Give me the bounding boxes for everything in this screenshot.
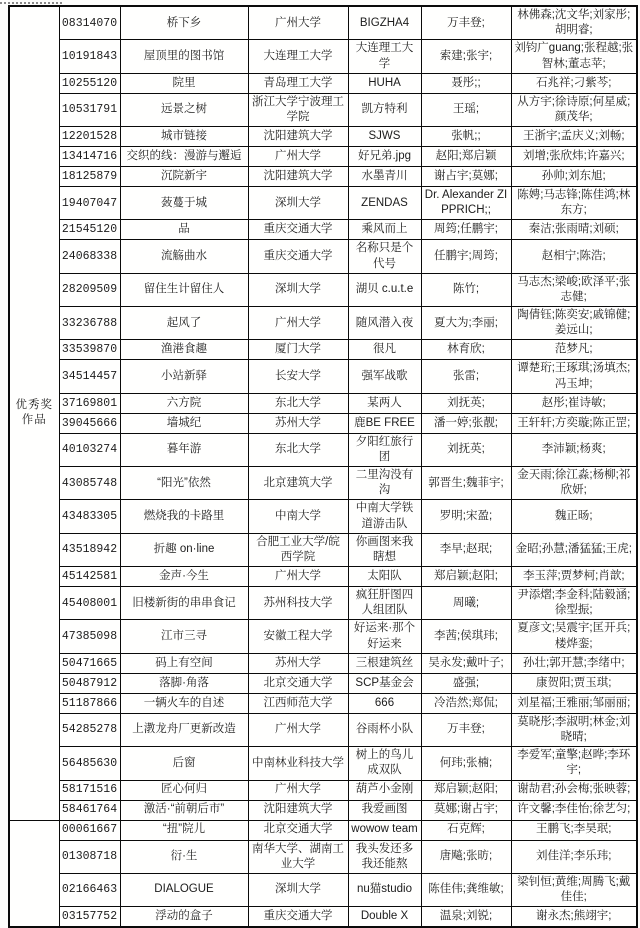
entry-advisor-cell: 唐飚;张昉;	[421, 840, 511, 873]
entry-id-cell: 34514457	[59, 360, 120, 393]
entry-advisor-cell: 王瑶;	[421, 93, 511, 126]
entry-members-cell: 秦洁;张雨晴;刘硕;	[511, 220, 637, 240]
entry-team-cell: 666	[348, 693, 421, 713]
entry-title-cell: 品	[120, 220, 248, 240]
entry-members-cell: 尹添熠;李金科;陆毅涵;徐型振;	[511, 587, 637, 620]
entry-school-cell: 深圳大学	[248, 273, 348, 306]
entry-school-cell: 浙江大学宁波理工学院	[248, 93, 348, 126]
entry-advisor-cell: 任鹏宇;周筠;	[421, 240, 511, 273]
entry-members-cell: 莫晓彤;李淑明;林金;刘晓晴;	[511, 713, 637, 746]
table-row	[9, 93, 637, 126]
table-row	[9, 307, 637, 340]
entry-advisor-cell: 潘一婷;张靓;	[421, 413, 511, 433]
entry-team-cell: 树上的鸟儿成双队	[348, 747, 421, 780]
entry-members-cell: 王浙宇;孟庆义;刘畅;	[511, 127, 637, 147]
entry-title-cell: DIALOGUE	[120, 873, 248, 906]
entry-team-cell: 随风潜入夜	[348, 307, 421, 340]
entry-id-cell: 58461764	[59, 800, 120, 820]
entry-team-cell: nu猫studio	[348, 873, 421, 906]
table-row	[9, 167, 637, 187]
entry-title-cell: “阳光”依然	[120, 467, 248, 500]
entry-team-cell: 名称只是个代号	[348, 240, 421, 273]
entry-title-cell: 桥下乡	[120, 6, 248, 40]
entry-advisor-cell: 刘抚英;	[421, 433, 511, 466]
entry-advisor-cell: 李茜;侯琪玮;	[421, 620, 511, 653]
entry-id-cell: 47385098	[59, 620, 120, 653]
entry-advisor-cell: 万丰登;	[421, 6, 511, 40]
entry-members-cell: 王鹏飞;李昊珉;	[511, 820, 637, 840]
entry-members-cell: 陈娉;马志锋;陈佳鸿;林东方;	[511, 187, 637, 220]
entry-team-cell: 我爱画图	[348, 800, 421, 820]
entry-advisor-cell: 陈佳伟;龚维敏;	[421, 873, 511, 906]
entry-id-cell: 56485630	[59, 747, 120, 780]
entry-team-cell: 好运来·那个好运来	[348, 620, 421, 653]
entry-school-cell: 广州大学	[248, 147, 348, 167]
entry-school-cell: 东北大学	[248, 433, 348, 466]
entry-title-cell: 小站新驿	[120, 360, 248, 393]
entry-school-cell: 苏州科技大学	[248, 587, 348, 620]
entry-id-cell: 33539870	[59, 340, 120, 360]
table-row	[9, 533, 637, 566]
entry-school-cell: 沈阳建筑大学	[248, 127, 348, 147]
entry-members-cell: 谢劼君;孙会梅;张映蓉;	[511, 780, 637, 800]
entry-title-cell: 蔹蔓于城	[120, 187, 248, 220]
entry-id-cell: 58171516	[59, 780, 120, 800]
entry-members-cell: 金昭;孙慧;潘猛猛;王虎;	[511, 533, 637, 566]
entry-members-cell: 孙帅;刘东旭;	[511, 167, 637, 187]
entry-title-cell: 燃烧我的卡路里	[120, 500, 248, 533]
entry-id-cell: 39045666	[59, 413, 120, 433]
entry-advisor-cell: 林育欣;	[421, 340, 511, 360]
entry-title-cell: 匠心何归	[120, 780, 248, 800]
entry-title-cell: 激活·“前朝后市”	[120, 800, 248, 820]
entry-members-cell: 从方宇;徐诗原;何星威;颜茂华;	[511, 93, 637, 126]
entry-school-cell: 沈阳建筑大学	[248, 167, 348, 187]
entry-id-cell: 08314070	[59, 6, 120, 40]
entry-id-cell: 19407047	[59, 187, 120, 220]
section-label	[9, 820, 59, 927]
entry-advisor-cell: 何玮;张楠;	[421, 747, 511, 780]
entry-school-cell: 江西师范大学	[248, 693, 348, 713]
entry-title-cell: 暮年游	[120, 433, 248, 466]
entry-advisor-cell: 吴永发;戴叶子;	[421, 653, 511, 673]
entry-advisor-cell: 冷浩然;郑侃;	[421, 693, 511, 713]
entry-members-cell: 刘佳洋;李乐玮;	[511, 840, 637, 873]
entry-members-cell: 金天雨;徐江淼;杨柳;祁欣妍;	[511, 467, 637, 500]
entry-members-cell: 林佛森;沈文华;刘家彤;胡明睿;	[511, 6, 637, 40]
table-row	[9, 147, 637, 167]
page-tear-dotted-line	[0, 2, 62, 4]
table-row	[9, 907, 637, 927]
entry-team-cell: 凯方特利	[348, 93, 421, 126]
entry-team-cell: ZENDAS	[348, 187, 421, 220]
entry-school-cell: 安徽工程大学	[248, 620, 348, 653]
entry-id-cell: 45142581	[59, 567, 120, 587]
entry-members-cell: 赵相宁;陈浩;	[511, 240, 637, 273]
entry-school-cell: 广州大学	[248, 713, 348, 746]
entry-school-cell: 广州大学	[248, 567, 348, 587]
table-row	[9, 747, 637, 780]
entry-advisor-cell: 赵阳;郑启颖	[421, 147, 511, 167]
entry-team-cell: 某两人	[348, 393, 421, 413]
entry-team-cell: SJWS	[348, 127, 421, 147]
table-row	[9, 693, 637, 713]
entry-school-cell: 北京建筑大学	[248, 467, 348, 500]
entry-title-cell: 城市链接	[120, 127, 248, 147]
entry-advisor-cell: 李早;赵珉;	[421, 533, 511, 566]
entry-title-cell: “扭”院儿	[120, 820, 248, 840]
table-row	[9, 273, 637, 306]
entry-members-cell: 夏彦文;吴震宇;匡开兵;楼烨銮;	[511, 620, 637, 653]
entry-school-cell: 沈阳建筑大学	[248, 800, 348, 820]
award-entries-table	[8, 5, 638, 928]
entry-school-cell: 广州大学	[248, 780, 348, 800]
entry-title-cell: 旧楼新街的串串食记	[120, 587, 248, 620]
entry-id-cell: 24068338	[59, 240, 120, 273]
entry-members-cell: 李爱军;童擎;赵晔;李环宇;	[511, 747, 637, 780]
entry-id-cell: 02166463	[59, 873, 120, 906]
entry-id-cell: 03157752	[59, 907, 120, 927]
table-row	[9, 800, 637, 820]
entry-id-cell: 13414716	[59, 147, 120, 167]
entry-id-cell: 43483305	[59, 500, 120, 533]
entry-members-cell: 李沛颖;杨爽;	[511, 433, 637, 466]
entry-school-cell: 北京交通大学	[248, 820, 348, 840]
table-row	[9, 500, 637, 533]
entry-id-cell: 50471665	[59, 653, 120, 673]
table-row	[9, 220, 637, 240]
entry-id-cell: 33236788	[59, 307, 120, 340]
entry-advisor-cell: 谢占宇;莫娜;	[421, 167, 511, 187]
entry-id-cell: 01308718	[59, 840, 120, 873]
entry-school-cell: 南华大学、湖南工业大学	[248, 840, 348, 873]
entry-team-cell: Double X	[348, 907, 421, 927]
table-row	[9, 587, 637, 620]
table-row	[9, 6, 637, 40]
entry-advisor-cell: 莫娜;谢占宇;	[421, 800, 511, 820]
entry-members-cell: 刘增;张欣炜;许嘉兴;	[511, 147, 637, 167]
entry-title-cell: 起风了	[120, 307, 248, 340]
entry-school-cell: 合肥工业大学/皖西学院	[248, 533, 348, 566]
entry-members-cell: 刘钧广guang;张程越;张智林;董志苹;	[511, 40, 637, 73]
entry-school-cell: 中南林业科技大学	[248, 747, 348, 780]
entry-id-cell: 10255120	[59, 73, 120, 93]
entry-advisor-cell: 周筠;任鹏宇;	[421, 220, 511, 240]
entry-team-cell: 很凡	[348, 340, 421, 360]
entry-team-cell: 你画图来我瞎想	[348, 533, 421, 566]
table-row	[9, 820, 637, 840]
entry-advisor-cell: 夏大为;李丽;	[421, 307, 511, 340]
entry-title-cell: 折趣 on·line	[120, 533, 248, 566]
entry-team-cell: 夕阳红旅行团	[348, 433, 421, 466]
entry-members-cell: 范梦凡;	[511, 340, 637, 360]
entry-team-cell: 太阳队	[348, 567, 421, 587]
entry-title-cell: 落脚·角落	[120, 673, 248, 693]
table-row	[9, 653, 637, 673]
table-row	[9, 413, 637, 433]
entry-members-cell: 谭楚珩;王琢琪;汤填杰;冯玉坤;	[511, 360, 637, 393]
entry-id-cell: 54285278	[59, 713, 120, 746]
entry-id-cell: 28209509	[59, 273, 120, 306]
entry-title-cell: 交织的线：漫游与邂逅	[120, 147, 248, 167]
entry-advisor-cell: 石克辉;	[421, 820, 511, 840]
entry-members-cell: 许文馨;李佳怡;徐艺匀;	[511, 800, 637, 820]
entry-team-cell: BIGZHA4	[348, 6, 421, 40]
entry-school-cell: 重庆交通大学	[248, 240, 348, 273]
entry-advisor-cell: 郑启颖;赵阳;	[421, 780, 511, 800]
entry-id-cell: 37169801	[59, 393, 120, 413]
entry-members-cell: 孙壮;郭开慧;李绪中;	[511, 653, 637, 673]
entry-title-cell: 渔港食趣	[120, 340, 248, 360]
entry-id-cell: 40103274	[59, 433, 120, 466]
table-row	[9, 240, 637, 273]
entry-school-cell: 重庆交通大学	[248, 907, 348, 927]
entry-id-cell: 18125879	[59, 167, 120, 187]
entry-id-cell: 43085748	[59, 467, 120, 500]
entry-title-cell: 浮动的盒子	[120, 907, 248, 927]
entry-title-cell: 码上有空间	[120, 653, 248, 673]
entry-team-cell: 三根建筑丝	[348, 653, 421, 673]
table-row	[9, 187, 637, 220]
table-row	[9, 840, 637, 873]
entry-team-cell: 湖贝 c.u.t.e	[348, 273, 421, 306]
entry-school-cell: 长安大学	[248, 360, 348, 393]
table-row	[9, 620, 637, 653]
table-row	[9, 73, 637, 93]
entry-title-cell: 后窗	[120, 747, 248, 780]
section-label: 优秀奖作品	[9, 6, 59, 820]
table-row	[9, 127, 637, 147]
entry-advisor-cell: 张雷;	[421, 360, 511, 393]
entry-school-cell: 广州大学	[248, 307, 348, 340]
entry-members-cell: 魏正旸;	[511, 500, 637, 533]
entry-title-cell: 流觞曲水	[120, 240, 248, 273]
entries-table-body	[9, 6, 637, 927]
entry-team-cell: 谷雨杯小队	[348, 713, 421, 746]
table-row	[9, 360, 637, 393]
entry-team-cell: wowow team	[348, 820, 421, 840]
entry-team-cell: 大连理工大学	[348, 40, 421, 73]
entry-title-cell: 六方院	[120, 393, 248, 413]
entry-members-cell: 康贺阳;贾玉琪;	[511, 673, 637, 693]
entry-advisor-cell: 盛强;	[421, 673, 511, 693]
entry-school-cell: 北京交通大学	[248, 673, 348, 693]
entry-title-cell: 墙城纪	[120, 413, 248, 433]
entry-title-cell: 院里	[120, 73, 248, 93]
entry-school-cell: 深圳大学	[248, 873, 348, 906]
entry-members-cell: 李玉萍;贾梦柯;肖歆;	[511, 567, 637, 587]
table-row	[9, 340, 637, 360]
entry-id-cell: 10531791	[59, 93, 120, 126]
entry-members-cell: 陶倩钰;陈奕安;戚锦健;姜远山;	[511, 307, 637, 340]
entry-school-cell: 中南大学	[248, 500, 348, 533]
entry-school-cell: 东北大学	[248, 393, 348, 413]
entry-advisor-cell: 温泉;刘锐;	[421, 907, 511, 927]
entry-title-cell: 一辆火车的自述	[120, 693, 248, 713]
entry-members-cell: 赵彤;崔诗敏;	[511, 393, 637, 413]
entry-school-cell: 苏州大学	[248, 653, 348, 673]
entry-school-cell: 深圳大学	[248, 187, 348, 220]
table-row	[9, 393, 637, 413]
entry-title-cell: 衍·生	[120, 840, 248, 873]
entry-advisor-cell: 刘抚英;	[421, 393, 511, 413]
entry-advisor-cell: 张帆;;	[421, 127, 511, 147]
entry-id-cell: 10191843	[59, 40, 120, 73]
entry-title-cell: 沉院新宇	[120, 167, 248, 187]
entry-team-cell: 强军战歌	[348, 360, 421, 393]
entry-team-cell: 鹿BE FREE	[348, 413, 421, 433]
entry-title-cell: 屋顶里的图书馆	[120, 40, 248, 73]
table-row	[9, 433, 637, 466]
entry-team-cell: 二里沟没有沟	[348, 467, 421, 500]
entry-team-cell: 我头发还多我还能熬	[348, 840, 421, 873]
entry-advisor-cell: 罗明;宋盈;	[421, 500, 511, 533]
entry-title-cell: 金声·今生	[120, 567, 248, 587]
entry-title-cell: 江市三寻	[120, 620, 248, 653]
entry-id-cell: 45408001	[59, 587, 120, 620]
entry-title-cell: 上漖龙舟厂更新改造	[120, 713, 248, 746]
entry-advisor-cell: 陈竹;	[421, 273, 511, 306]
entry-team-cell: 中南大学铁道游击队	[348, 500, 421, 533]
entry-advisor-cell: 索建;张宇;	[421, 40, 511, 73]
entry-id-cell: 51187866	[59, 693, 120, 713]
entry-school-cell: 青岛理工大学	[248, 73, 348, 93]
entry-advisor-cell: 聂彤;;	[421, 73, 511, 93]
table-row	[9, 713, 637, 746]
table-row	[9, 780, 637, 800]
entry-school-cell: 重庆交通大学	[248, 220, 348, 240]
entry-team-cell: HUHA	[348, 73, 421, 93]
entry-members-cell: 刘星福;王雅丽;邹丽丽;	[511, 693, 637, 713]
entry-team-cell: 疯狂肝图四人组团队	[348, 587, 421, 620]
table-row	[9, 567, 637, 587]
entry-school-cell: 厦门大学	[248, 340, 348, 360]
entry-school-cell: 大连理工大学	[248, 40, 348, 73]
entry-team-cell: 好兄弟.jpg	[348, 147, 421, 167]
entry-title-cell: 远景之树	[120, 93, 248, 126]
entry-id-cell: 21545120	[59, 220, 120, 240]
entry-team-cell: 乘风而上	[348, 220, 421, 240]
table-row	[9, 40, 637, 73]
entry-members-cell: 梁钊恒;黄维;周腾飞;戴佳佳;	[511, 873, 637, 906]
entry-school-cell: 广州大学	[248, 6, 348, 40]
table-row	[9, 873, 637, 906]
entry-id-cell: 00061667	[59, 820, 120, 840]
entry-id-cell: 50487912	[59, 673, 120, 693]
entry-team-cell: 水墨青川	[348, 167, 421, 187]
entry-id-cell: 12201528	[59, 127, 120, 147]
entry-members-cell: 王轩轩;方奕璇;陈正罡;	[511, 413, 637, 433]
entry-members-cell: 石兆祥;刁紫芩;	[511, 73, 637, 93]
entry-advisor-cell: 万丰登;	[421, 713, 511, 746]
entry-team-cell: SCP基金会	[348, 673, 421, 693]
entry-title-cell: 留住生计留住人	[120, 273, 248, 306]
table-row	[9, 467, 637, 500]
entry-advisor-cell: 郭晋生;魏菲宇;	[421, 467, 511, 500]
entry-members-cell: 马志杰;梁峻;欧泽平;张志健;	[511, 273, 637, 306]
entry-id-cell: 43518942	[59, 533, 120, 566]
entry-team-cell: 葫芦小金刚	[348, 780, 421, 800]
entry-advisor-cell: 郑启颖;赵阳;	[421, 567, 511, 587]
entry-advisor-cell: 周曦;	[421, 587, 511, 620]
entry-members-cell: 谢永杰;熊翊宇;	[511, 907, 637, 927]
table-row	[9, 673, 637, 693]
entry-advisor-cell: Dr. Alexander ZIPPRICH;;	[421, 187, 511, 220]
entry-school-cell: 苏州大学	[248, 413, 348, 433]
